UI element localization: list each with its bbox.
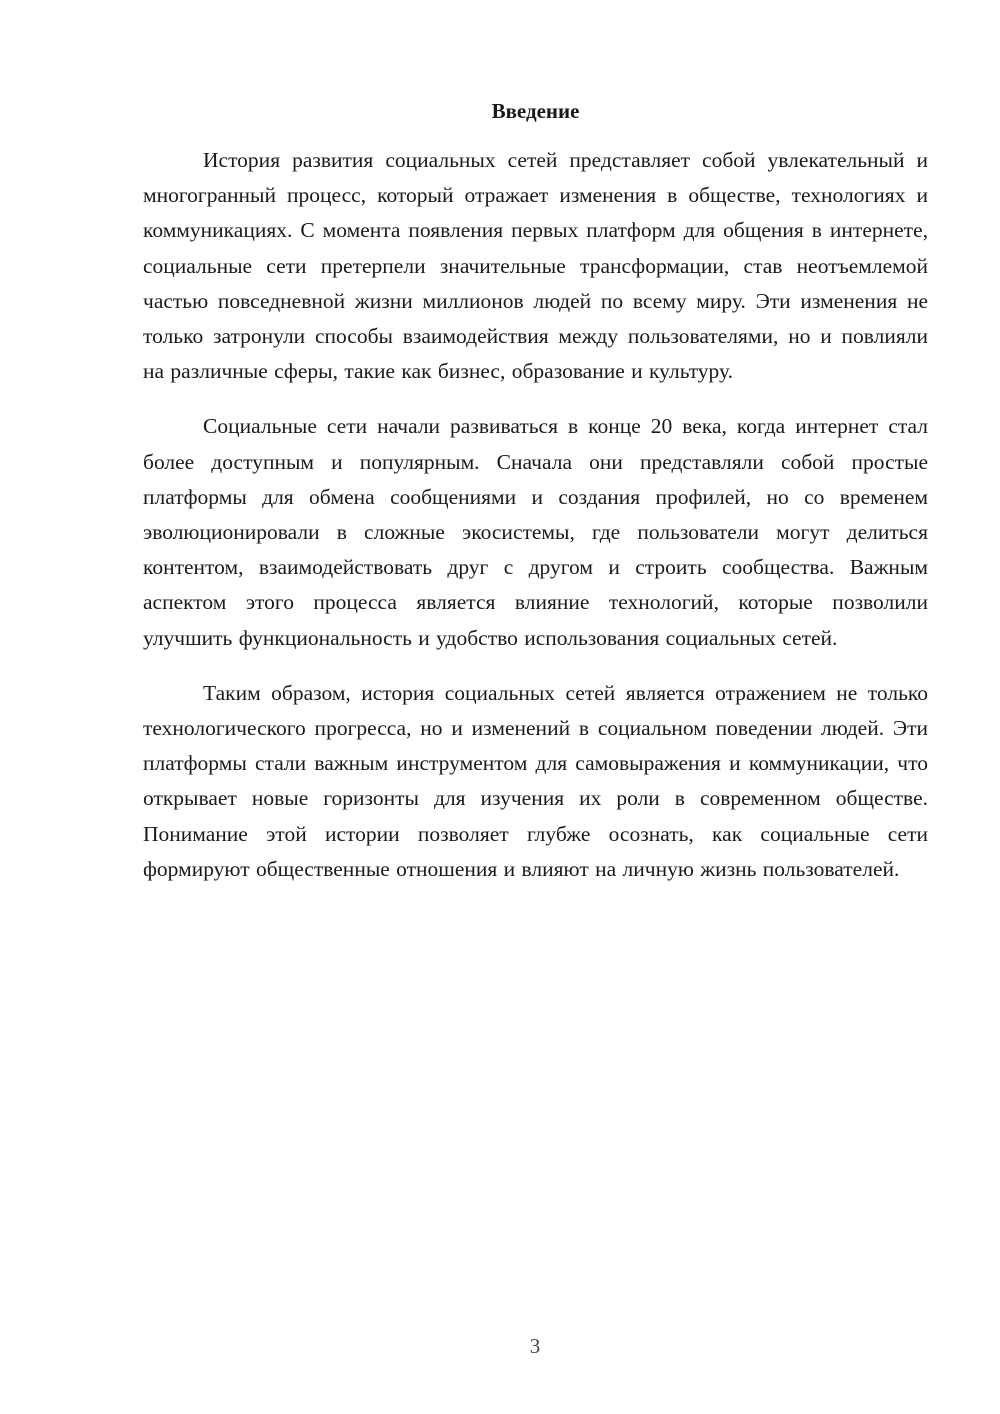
paragraph-3: Таким образом, история социальных сетей является отражением не только технологического прогресса, но и изменений в социальном поведении людей. Эти платформы стали важным инструментом для самовыражения и коммуникации, что открывает новые горизонты для изучения их роли в современном обществе. Понимание этой истории позволяет глубже осознать, как социальные сети формируют общественные отношения и влияют на личную жизнь пользователей. bbox=[143, 680, 928, 881]
paragraph-2: Социальные сети начали развиваться в конце 20 века, когда интернет стал более доступным и популярным. Сначала они представляли собой простые платформы для обмена сообщениями и создания профилей, но со временем эволюционировали в сложные экосистемы, где пользователи могут делиться контентом, взаимодействовать друг с другом и строить сообщества. Важным аспектом этого процесса является влияние технологий, которые позволили улучшить функциональность и удобство использования социальных сетей. bbox=[143, 414, 928, 650]
document-body bbox=[143, 143, 928, 907]
paragraph-1: История развития социальных сетей представляет собой увлекательный и многогранный процесс, который отражает изменения в обществе, технологиях и коммуникациях. С момента появления первых платформ для общения в интернете, социальные сети претерпели значительные трансформации, став неотъемлемой частью повседневной жизни миллионов людей по всему миру. Эти изменения не только затронули способы взаимодействия между пользователями, но и повлияли на различные сферы, такие как бизнес, образование и культуру. bbox=[143, 148, 928, 384]
page-title: Введение bbox=[491, 99, 580, 123]
page-number: 3 bbox=[529, 1334, 541, 1358]
